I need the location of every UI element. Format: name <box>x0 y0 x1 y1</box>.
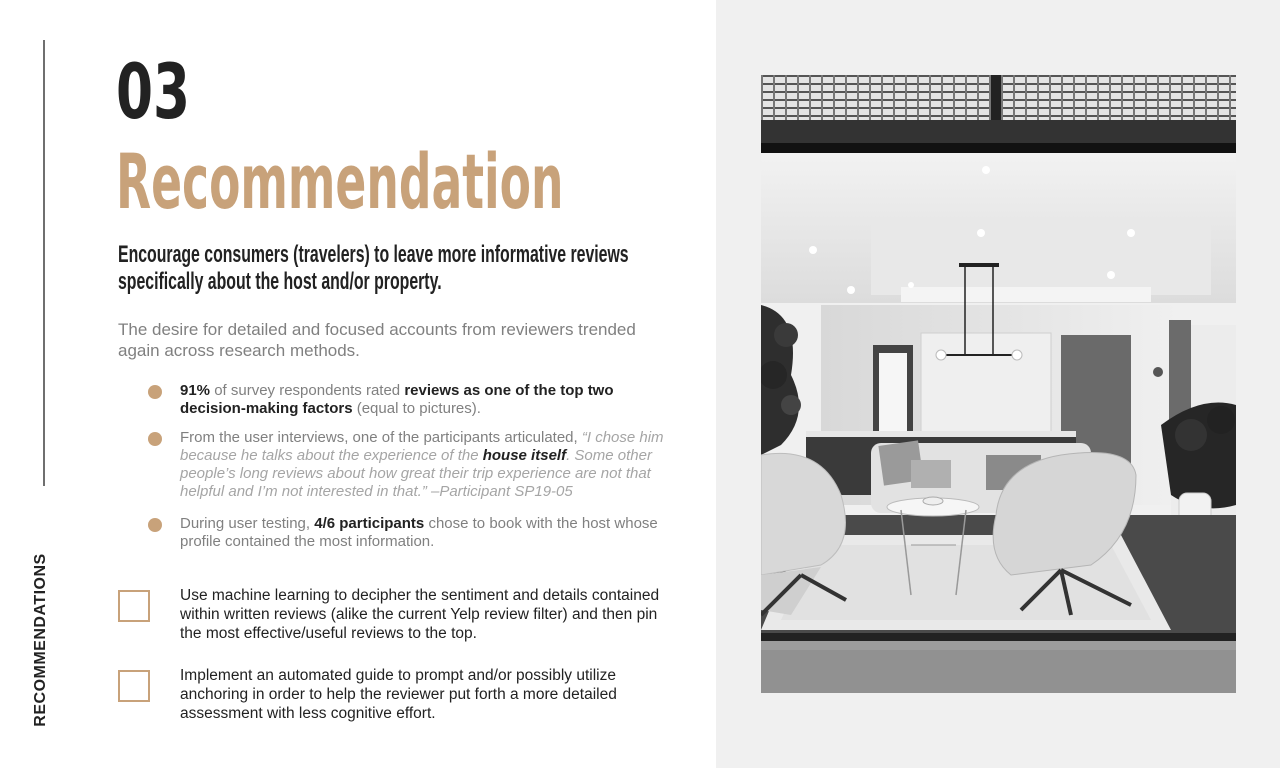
testing-stat: 4/6 participants <box>314 515 425 532</box>
findings-list <box>148 382 678 562</box>
quote-part-1: “I chose him because he talks about the experience of the <box>180 429 664 464</box>
recommendation-item-2 <box>118 666 683 723</box>
section-side-label: RECOMMENDATIONS <box>32 553 49 727</box>
interview-intro: From the user interviews, one of the participants articulated, <box>180 429 582 446</box>
living-room-photo <box>761 75 1236 693</box>
survey-highlight: reviews as one of the top two decision-making factors <box>180 382 614 417</box>
image-panel <box>716 0 1280 768</box>
quote-attribution: –Participant SP19-05 <box>426 483 573 500</box>
bullet-dot-icon <box>148 385 162 399</box>
recommendation-headline: Encourage consumers (travelers) to leave more informative reviews specifically about the host and/or property. <box>118 241 629 295</box>
checkbox-square-icon <box>118 590 150 622</box>
quote-part-2: . Some other people’s long reviews about how great their trip experience are not that helpful and I’m not interested in that.” <box>180 447 652 500</box>
recommendation-text: Implement an automated guide to prompt and/or possibly utilize anchoring in order to help the reviewer put forth a more detailed assessment with less cognitive effort. <box>180 667 617 722</box>
section-title: Recommendation <box>116 137 564 226</box>
survey-stat: 91% <box>180 382 211 399</box>
survey-note: (equal to pictures). <box>352 400 481 417</box>
finding-survey <box>148 382 678 418</box>
quote-emphasis: house itself <box>482 447 567 464</box>
finding-interview <box>148 429 678 501</box>
checkbox-square-icon <box>118 670 150 702</box>
side-divider-line <box>43 40 45 486</box>
bullet-dot-icon <box>148 518 162 532</box>
survey-text: of survey respondents rated <box>210 382 405 399</box>
recommendation-item-1 <box>118 586 683 643</box>
section-number: 03 <box>116 47 191 136</box>
lead-paragraph: The desire for detailed and focused accounts from reviewers trended again across research methods. <box>118 320 636 360</box>
finding-user-testing <box>148 515 678 551</box>
bullet-dot-icon <box>148 432 162 446</box>
recommendation-text: Use machine learning to decipher the sentiment and details contained within written reviews (alike the current Yelp review filter) and then pin the most effective/useful reviews to the top. <box>180 587 660 642</box>
testing-text: chose to book with the host whose profile contained the most information. <box>180 515 658 550</box>
testing-intro: During user testing, <box>180 515 315 532</box>
